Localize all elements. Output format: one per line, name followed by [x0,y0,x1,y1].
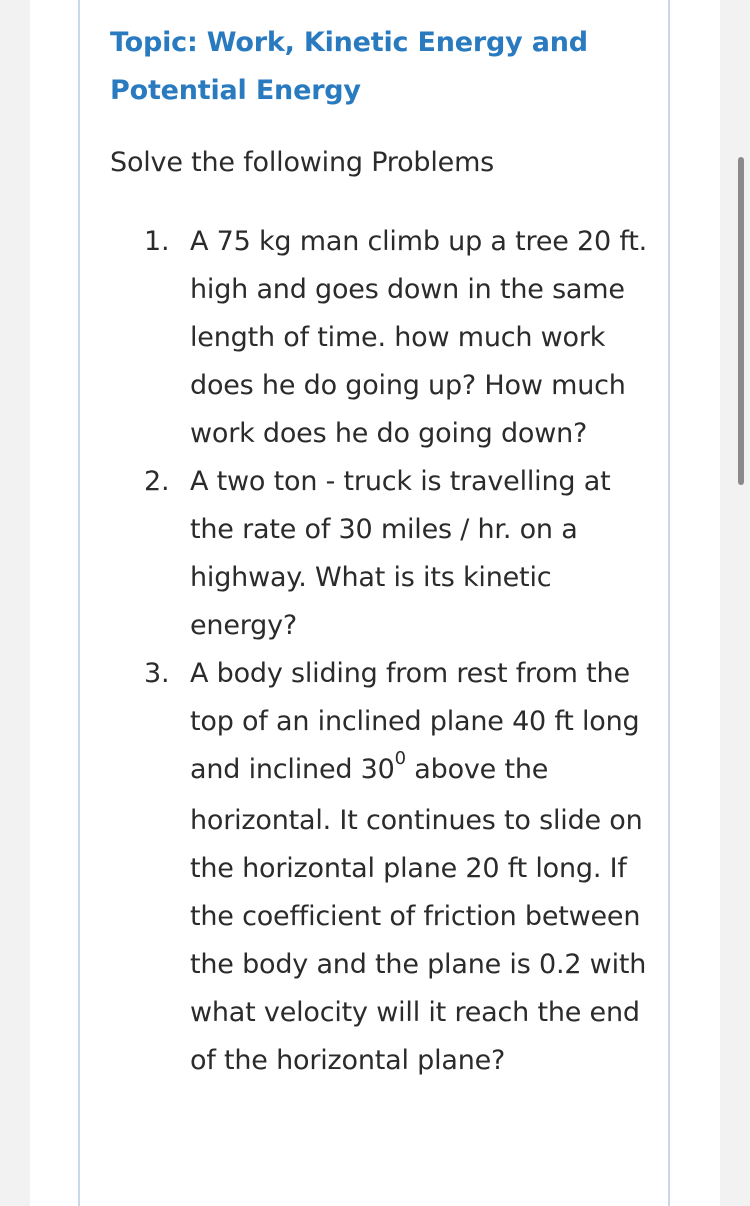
problem-list [110,218,650,1085]
problem-item-1 [110,218,650,458]
problem-text: A body sliding from rest from the top of an inclined plane 40 ft long and inclined 30 [190,658,640,785]
problem-text: A 75 kg man climb up a tree 20 ft. high and goes down in the same length of time. how much work does he do going up? How much work does he do going down? [190,226,647,449]
problem-number: 3. [144,658,170,689]
problem-number: 1. [144,226,170,257]
problem-number: 2. [144,466,170,497]
problem-text-continued: above the horizontal. It continues to slide on the horizontal plane 20 ft long. If the coefficient of friction between the body and the plane is 0.2 with what velocity will it reach the end of the horizontal plane? [190,754,647,1076]
problem-text: A two ton - truck is travelling at the rate of 30 miles / hr. on a highway. What is its kinetic energy? [190,466,611,641]
problem-item-2 [110,458,650,650]
degree-superscript: 0 [394,748,406,769]
topic-heading: Topic: Work, Kinetic Energy and Potential Energy [110,27,588,106]
scrollbar-thumb[interactable] [738,157,744,485]
instructions-text: Solve the following Problems [110,147,495,178]
problem-item-3 [110,650,650,1085]
